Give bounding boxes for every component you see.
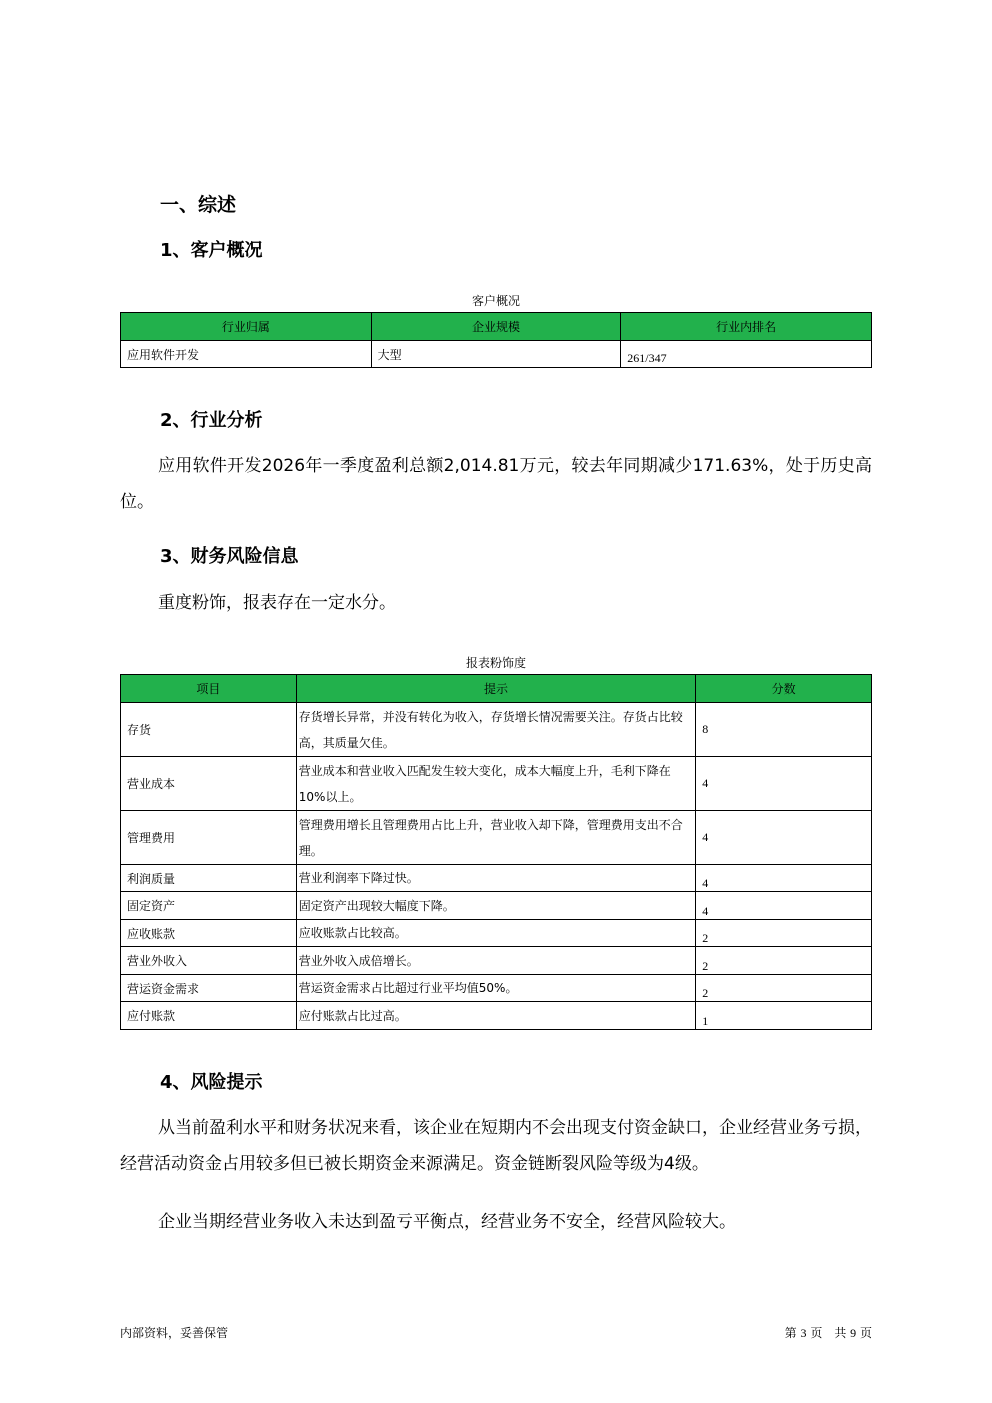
subsection-industry-analysis: 2、行业分析: [160, 410, 263, 431]
table-row: [121, 975, 872, 1002]
table-row: [121, 1002, 872, 1030]
row-item: 营业外收入: [121, 947, 297, 975]
financial-risk-text: 重度粉饰，报表存在一定水分。: [158, 593, 396, 613]
header-scale: 企业规模: [371, 313, 621, 341]
cell-industry: 应用软件开发: [121, 341, 372, 368]
row-item: 营运资金需求: [121, 975, 297, 1002]
row-tip: 营业成本和营业收入匹配发生较大变化，成本大幅度上升，毛利下降在10%以上。: [296, 757, 695, 811]
row-item: 营业成本: [121, 757, 297, 811]
table-row: [121, 703, 872, 757]
cell-rank: 261/347: [621, 341, 872, 368]
table1-caption: 客户概况: [471, 294, 520, 308]
row-score: 4: [696, 892, 872, 920]
subsection-financial-risk: 3、财务风险信息: [160, 546, 299, 567]
customer-overview-table: [120, 312, 872, 368]
report-whitewash-table: [120, 674, 872, 1030]
risk-warning-text-1: 从当前盈利水平和财务状况来看，该企业在短期内不会出现支付资金缺口，企业经营业务亏损，经营活动资金占用较多但已被长期资金来源满足。资金链断裂风险等级为4级。: [120, 1118, 872, 1174]
table-row: [121, 811, 872, 865]
header-tip: 提示: [296, 675, 695, 703]
header-item: 项目: [121, 675, 297, 703]
row-score: 4: [696, 865, 872, 892]
header-score: 分数: [696, 675, 872, 703]
row-tip: 应付账款占比过高。: [296, 1002, 695, 1030]
row-score: 1: [696, 1002, 872, 1030]
header-rank: 行业内排名: [621, 313, 872, 341]
table-row: [121, 920, 872, 947]
row-tip: 固定资产出现较大幅度下降。: [296, 892, 695, 920]
row-score: 4: [696, 811, 872, 865]
row-score: 4: [696, 757, 872, 811]
footer-confidential: 内部资料，妥善保管: [120, 1326, 229, 1340]
row-item: 管理费用: [121, 811, 297, 865]
row-score: 2: [696, 920, 872, 947]
row-score: 8: [696, 703, 872, 757]
page-suffix: 页: [859, 1326, 872, 1340]
row-score: 2: [696, 947, 872, 975]
subsection-risk-warning: 4、风险提示: [160, 1072, 263, 1093]
row-tip: 营运资金需求占比超过行业平均值50%。: [296, 975, 695, 1002]
row-tip: 营业利润率下降过快。: [296, 865, 695, 892]
footer-page-number: [785, 1324, 872, 1341]
table2-caption: 报表粉饰度: [465, 656, 526, 670]
industry-analysis-text: 应用软件开发2026年一季度盈利总额2,014.81万元，较去年同期减少171.63%，处于历史高位。: [120, 456, 872, 512]
row-item: 应付账款: [121, 1002, 297, 1030]
table-row: [121, 947, 872, 975]
total-pages: 9: [850, 1326, 857, 1340]
table-row: [121, 865, 872, 892]
risk-warning-text-2: 企业当期经营业务收入未达到盈亏平衡点，经营业务不安全，经营风险较大。: [158, 1212, 736, 1232]
page-mid: 页 共: [810, 1326, 847, 1340]
row-item: 固定资产: [121, 892, 297, 920]
current-page: 3: [800, 1326, 807, 1340]
row-item: 存货: [121, 703, 297, 757]
row-score: 2: [696, 975, 872, 1002]
row-item: 应收账款: [121, 920, 297, 947]
page-prefix: 第: [784, 1326, 797, 1340]
section-title: 一、综述: [160, 194, 237, 216]
table-row: [121, 757, 872, 811]
cell-scale: 大型: [371, 341, 621, 368]
row-tip: 应收账款占比较高。: [296, 920, 695, 947]
table-row: [121, 892, 872, 920]
row-tip: 存货增长异常，并没有转化为收入，存货增长情况需要关注。存货占比较高，其质量欠佳。: [296, 703, 695, 757]
row-item: 利润质量: [121, 865, 297, 892]
row-tip: 管理费用增长且管理费用占比上升，营业收入却下降，管理费用支出不合理。: [296, 811, 695, 865]
row-tip: 营业外收入成倍增长。: [296, 947, 695, 975]
subsection-customer-overview: 1、客户概况: [160, 240, 263, 261]
header-industry: 行业归属: [121, 313, 372, 341]
